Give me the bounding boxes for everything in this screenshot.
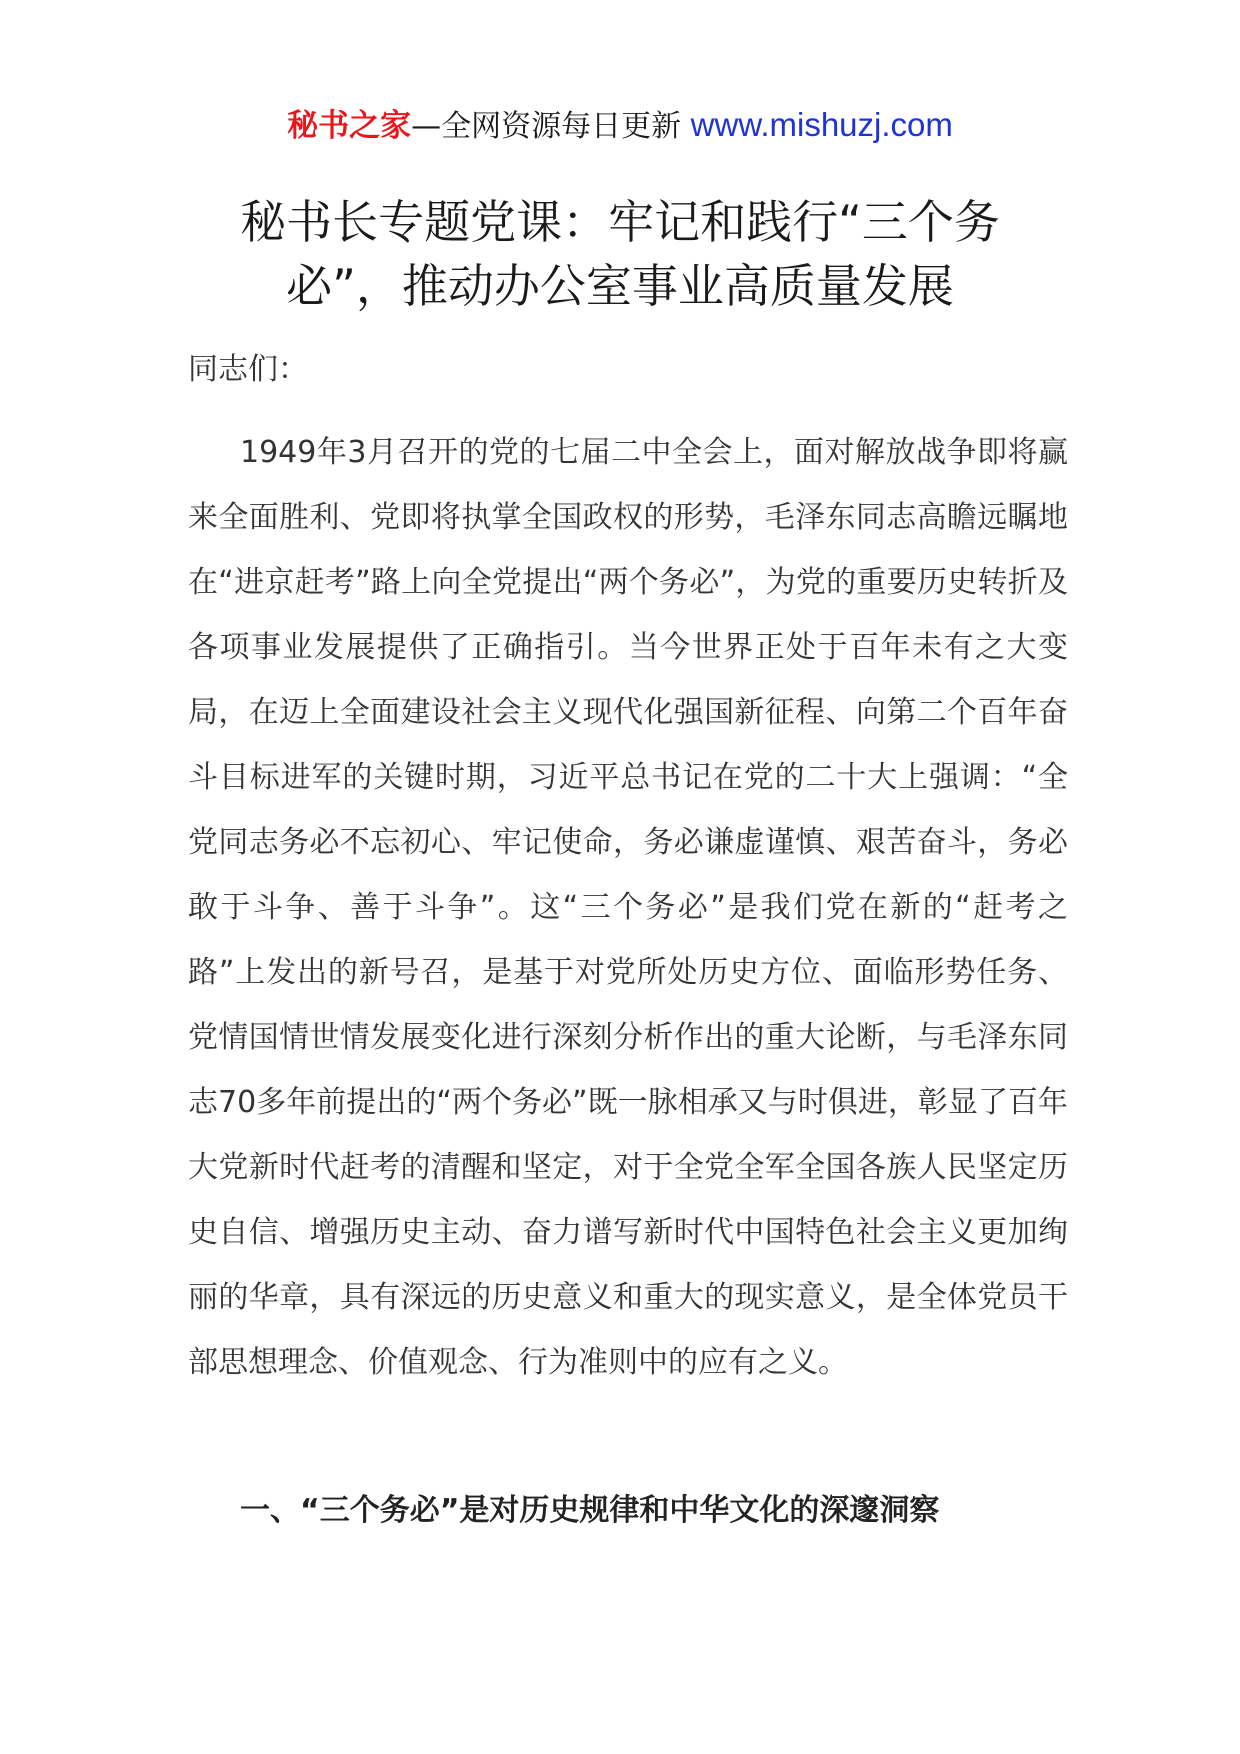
site-header (0, 100, 1240, 152)
document-title (200, 190, 1040, 318)
section-heading-1: 一、“三个务必”是对历史规律和中华文化的深邃洞察 (240, 1493, 940, 1528)
site-url[interactable]: www.mishuzj.com (690, 106, 953, 143)
title-line-2: 必”，推动办公室事业高质量发展 (286, 259, 954, 313)
salutation: 同志们： (188, 352, 308, 387)
site-tagline: —全网资源每日更新 (411, 109, 691, 144)
site-brand: 秘书之家 (287, 108, 412, 144)
body-paragraph-1: 1949年3月召开的党的七届二中全会上，面对解放战争即将赢来全面胜利、党即将执掌全国政权的形势，毛泽东同志高瞻远瞩地在“进京赶考”路上向全党提出“两个务必”，为党的重要历史转折及各项事业发展提供了正确指引。当今世界正处于百年未有之大变局，在迈上全面建设社会主义现代化强国新征程、向第二个百年奋斗目标进军的关键时期，习近平总书记在党的二十大上强调：“全党同志务必不忘初心、牢记使命，务必谦虚谨慎、艰苦奋斗，务必敢于斗争、善于斗争”。这“三个务必”是我们党在新的“赶考之路”上发出的新号召，是基于对党所处历史方位、面临形势任务、党情国情世情发展变化进行深刻分析作出的重大论断，与毛泽东同志70多年前提出的“两个务必”既一脉相承又与时俱进，彰显了百年大党新时代赶考的清醒和坚定，对于全党全军全国各族人民坚定历史自信、增强历史主动、奋力谱写新时代中国特色社会主义更加绚丽的华章，具有深远的历史意义和重大的现实意义，是全体党员干部思想理念、价值观念、行为准则中的应有之义。 (188, 435, 1068, 1380)
title-line-1: 秘书长专题党课：牢记和践行“三个务 (240, 195, 1000, 249)
